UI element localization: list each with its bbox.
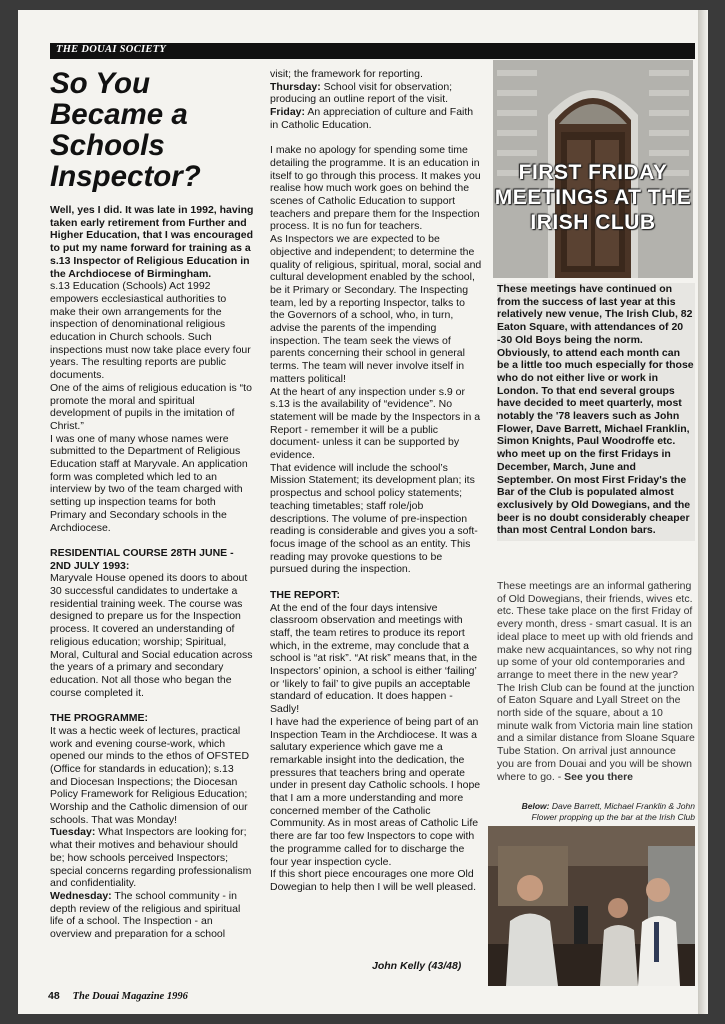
- programme-day-text: School visit for observation; producing an outline report of the visit.: [270, 80, 453, 106]
- article-paragraph: visit; the framework for reporting.: [270, 68, 423, 80]
- article-paragraph: [50, 890, 254, 941]
- article-paragraph: [270, 106, 482, 131]
- article-paragraph: Maryvale House opened its doors to about 30 successful candidates to undertake a residential training week. The course was designed to prepare us for the Inspection process. It covered an understanding of religious education; worship; Spiritual, Moral, Cultural and Social education across the years of a primary and secondary education. Not all those who began the course completed it.: [50, 572, 253, 699]
- sidebar-closing-line: See you there: [564, 770, 634, 783]
- programme-day-text: An appreciation of culture and Faith in Catholic Education.: [270, 106, 474, 131]
- magazine-page: [18, 10, 708, 1014]
- article-column-2: [270, 68, 482, 894]
- article-paragraph: I was one of many whose names were submitted to the Department of Religious Education staff at Maryvale. An application form was completed which led to an interview by two of the team charged with setting up inspection teams for both Primary and Secondary schools in the Archdiocese.: [50, 432, 248, 534]
- article-paragraph: RESIDENTIAL COURSE 28TH JUNE - 2ND JULY 1993:: [50, 546, 234, 572]
- programme-day-text: What Inspectors are looking for; what their motives and behaviour should be; how schools perceived Inspectors; special concerns regarding professionalism and confidentiality.: [50, 826, 252, 890]
- page-spine-shadow: [698, 10, 708, 1014]
- article-paragraph: [270, 81, 482, 106]
- sidebar-body-paragraph: These meetings are an informal gathering of Old Dowegians, their friends, wives etc. etc. These take place on the first Friday of every month, dress - smart casual. It is an ideal place to meet up with old friends and make new acquaintances, so why not ring up some of your old contemporaries and arrange to meet there in the new year? The Irish Club can be found at the junction of Eaton Square and Lyall Street on the north side of the square, about a 10 minute walk from Victoria main line station and a similar distance from Sloane Square Tube Station. On arrival just announce you are from Douai and you will be shown where to go.: [497, 580, 695, 783]
- section-header-label: THE DOUAI SOCIETY: [56, 44, 167, 55]
- article-title: So You Became a Schools Inspector?: [50, 67, 201, 193]
- sidebar-body-text: These meetings are an informal gathering of Old Dowegians, their friends, wives etc. etc. These take place on the first Friday of every month, dress - smart casual. It is an ideal place to meet up with old friends and make new acquaintances, so why not ring up some of your old contemporaries and arrange to meet there in the new year? The Irish Club can be found at the junction of Eaton Square and Lyall Street on the north side of the square, about a 10 minute walk from Victoria main line station and a similar distance from Sloane Square Tube Station. On arrival just announce you are from Douai and you will be shown where to go. - See you there: [497, 580, 695, 783]
- photo-headline: FIRST FRIDAY MEETINGS AT THE IRISH CLUB: [494, 161, 692, 234]
- article-paragraph: I have had the experience of being part of an Inspection Team in the Archdiocese. It was a salutary experience which gave me a remarkable insight into the dedication, the pressures that teachers bring and operate under in present day Catholic schools. I hope that I am a more understanding and more concerned member of the Catholic Community. As in most areas of Catholic Life there are far too few Inspectors to cope with the programme called for to discharge the four year inspection cycle.: [270, 715, 481, 868]
- programme-day-label: Friday:: [270, 106, 306, 119]
- article-paragraph: It was a hectic week of lectures, practical work and evening course-work, which opened our minds to the ethos of OFSTED (Office for standards in education); s.13 and Diocesan Inspections; the Diocesan Policy Framework for Religious Education; Worship and the Catholic dimension of our schools. That was Monday!: [50, 724, 250, 826]
- article-paragraph: Well, yes I did. It was late in 1992, having taken early retirement from Further and Higher Education, that I was encouraged to put my name forward for training as a s.13 Inspector of Religious Education in the Archdiocese of Birmingham.: [50, 204, 254, 280]
- article-paragraph: [50, 826, 254, 890]
- article-paragraph: s.13 Education (Schools) Act 1992 empowers ecclesiastical authorities to make their own arrangements for the inspection of denominational religious education in Church schools. Such inspections must now take place every four years. The resulting reports are public documents.: [50, 280, 251, 382]
- page-number: 48: [48, 990, 60, 1002]
- programme-day-label: Thursday:: [270, 80, 321, 93]
- programme-day-text: The school community - in depth review of the religious and spiritual life of a school. The Inspection - an overview and preparation for a school: [50, 889, 241, 941]
- article-paragraph: THE REPORT:: [270, 588, 341, 601]
- article-paragraph: As Inspectors we are expected to be objective and independent; to determine the quality of religious, spiritual, moral, social and cultural development enabled by the school, be it Primary or Secondary. The Inspecting team, led by a reporting Inspector, talks to the Governors of a school, who, in turn, advise the parents of the impending inspection. The team seek the views of parents concerning their school in general terms. The team will never involve itself in matters political!: [270, 233, 482, 385]
- irish-club-door-photo: [493, 60, 693, 278]
- photo-caption: [497, 801, 695, 822]
- sidebar-intro-text: These meetings have continued on from the success of last year at this relatively new venue, The Irish Club, 82 Eaton Square, with attendances of 20 -30 Old Boys being the norm. Obviously, to attend each month can be a little too much especially for those who do not either live or work in London. To that end several groups have decided to meet quarterly, most notably the '78 leavers such as John Flower, Dave Barrett, Michael Franklin, Simon Knights, Paul Woodroffe etc. who meet up on the first Fridays in December, March, June and September. On most First Friday's the Bar of the Club is populated almost exclusively by Old Dowegians, and the beer is no doubt considerably cheaper than most Central London bars.: [497, 283, 695, 541]
- magazine-name: The Douai Magazine 1996: [72, 991, 188, 1002]
- article-paragraph: If this short piece encourages one more Old Dowegian to help then I will be well pleased.: [270, 868, 477, 893]
- section-header-bar: [50, 43, 695, 59]
- article-paragraph: One of the aims of religious education is “to promote the moral and spiritual development of pupils in the imitation of Christ.”: [50, 381, 252, 432]
- article-column-1: [50, 204, 254, 941]
- article-paragraph: THE PROGRAMME:: [50, 712, 148, 725]
- bar-photo-graphic: [488, 826, 695, 986]
- programme-day-label: Tuesday:: [50, 826, 96, 839]
- article-paragraph: I make no apology for spending some time detailing the programme. It is an education in itself to go through this process. It makes you realise how much work goes on behind the scenes of Catholic Education to support teachers and prepare them for the Inspection process. It is no fun for teachers.: [270, 144, 481, 233]
- photo-caption-label: Below:: [521, 801, 550, 811]
- article-paragraph: At the end of the four days intensive classroom observation and meetings with staff, the team retires to produce its report which, in the extreme, may conclude that a school is “at risk”. “At risk” means that, in the Inspectors’ opinion, a school is either ‘failing’ or ‘likely to fail’ to give pupils an acceptable standard of education. It does happen - Sadly!: [270, 601, 478, 716]
- programme-day-label: Wednesday:: [50, 889, 112, 902]
- page-footer: [48, 990, 188, 1002]
- article-paragraph: At the heart of any inspection under s.9 or s.13 is the availability of “evidence”. No statement will be made by the Inspectors in a Report - remember it will be a public document- unless it can be supported by evidence.: [270, 385, 481, 462]
- bar-group-photo: [488, 826, 695, 986]
- photo-caption-text: Dave Barrett, Michael Franklin & John Flower propping up the bar at the Irish Club: [531, 801, 695, 822]
- article-signature: John Kelly (43/48): [372, 960, 462, 972]
- article-paragraph: That evidence will include the school’s Mission Statement; its development plan; its prospectus and school policy statements; teaching timetables; staff role/job descriptions. The volume of pre-inspection reading is considerable and gives you a soft-focus image of the school as an entity. This reading may provoke questions to be pursued during the inspection.: [270, 461, 478, 576]
